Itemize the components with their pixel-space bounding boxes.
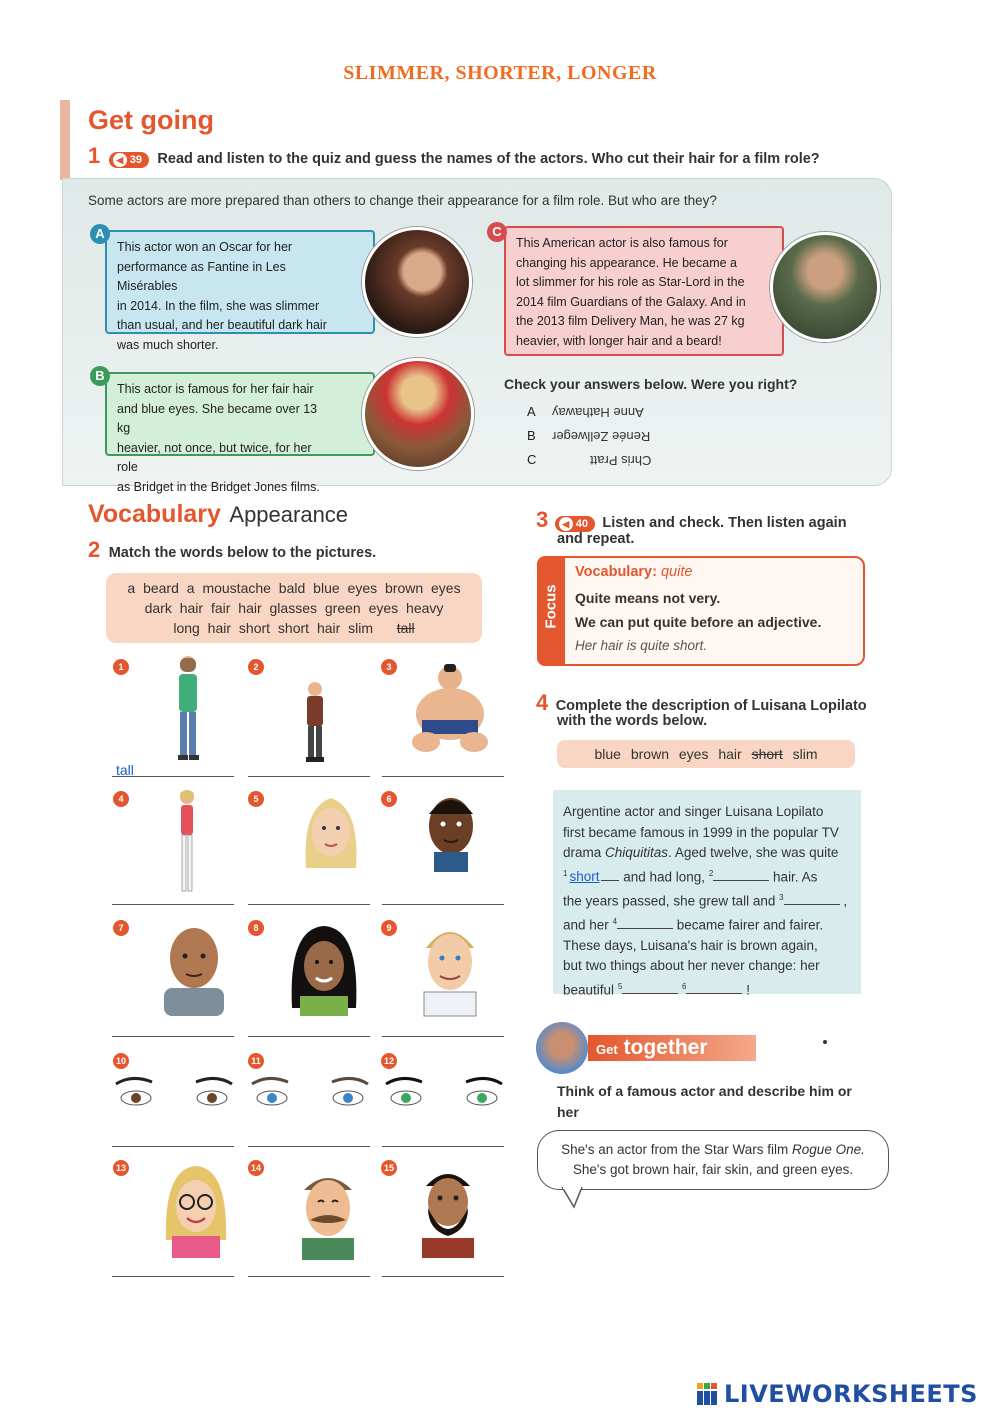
card-c-line: This American actor is also famous for [516,236,728,250]
liveworksheets-logo-icon [697,1383,719,1405]
card-a-line: performance as Fantine in Les Misérables [117,259,286,293]
card-a-line: This actor won an Oscar for her [117,240,293,254]
get-going-heading: Get going [88,105,214,135]
exercise-3-number: 3 [536,507,549,532]
section-accent-bar [60,100,70,180]
gap-6[interactable] [686,980,742,994]
answer-c-name: Chris Pratt [590,453,652,468]
answer-line-3[interactable] [382,776,504,777]
card-a-line: was much shorter. [117,337,219,352]
worksheet-title: SLIMMER, SHORTER, LONGER [343,62,657,84]
card-b-line: and blue eyes. She became over 13 kg [117,401,318,435]
picture-number: 7 [113,920,129,936]
picture-number: 1 [113,659,129,675]
exercise-4-instruction-line2: with the words below. [557,713,708,729]
answer-a: A [527,404,536,419]
blue-eyes-illustration [248,1074,372,1114]
badge-c: C [487,222,507,242]
picture-number: 11 [248,1053,264,1069]
check-answers-prompt: Check your answers below. Were you right? [504,376,798,392]
gap-3[interactable] [784,891,840,905]
picture-number: 15 [381,1160,397,1176]
badge-a: A [90,224,110,244]
focus-tab: Focus [537,556,565,666]
exercise-3-instruction: Listen and check. Then listen again [602,515,847,531]
answer-1-filled[interactable]: tall [116,762,134,778]
heavy-sumo-illustration [400,662,500,754]
gap-2[interactable] [713,867,769,881]
card-b [105,372,375,494]
card-c-line: 2014 film Guardians of the Galaxy. And in [516,294,746,309]
picture-number: 4 [113,791,129,807]
green-eyes-illustration [382,1074,506,1114]
answer-line-11[interactable] [248,1146,370,1147]
get-together-banner: Get together [588,1035,756,1061]
picture-number: 10 [113,1053,129,1069]
card-b-line: as Bridget in the Bridget Jones films. [117,479,320,494]
card-b-line: heavier, not once, but twice, for her role [117,440,312,474]
card-c-line: changing his appearance. He became a [516,255,737,270]
dot [823,1040,827,1044]
card-b-line: This actor is famous for her fair hair [117,382,314,396]
word-list-line: long hair short short hair slim tall [173,620,415,636]
speaker-icon: ◀ [559,517,573,531]
fair-hair-woman-illustration [296,788,366,878]
actor-b-photo [362,358,474,470]
focus-title: Vocabulary: quite [575,564,693,580]
short-boy-illustration [300,680,330,764]
card-a-line: than usual, and her beautiful dark hair [117,318,327,332]
brown-eyes-illustration [112,1074,236,1114]
tall-woman-illustration [170,654,206,764]
exercise-1-header [88,143,820,169]
exercise-4-instruction: Complete the description of Luisana Lopilato [555,698,867,714]
liveworksheets-logo[interactable]: LIVEWORKSHEETS [724,1380,978,1408]
focus-line-2: We can put quite before an adjective. [575,614,822,630]
answer-b: B [527,428,536,443]
bald-man-illustration [154,918,234,1018]
exercise-4-word-box: blue brown eyes hair short slim [557,740,855,768]
woman-glasses-illustration [156,1160,236,1260]
vocabulary-subheading: Appearance [229,502,349,527]
card-c-line: heavier, with longer hair and a beard! [516,333,722,348]
exercise-2-number: 2 [88,537,101,562]
card-a [105,230,375,352]
answer-line-12[interactable] [382,1146,504,1147]
get-together-instruction-line2: her [557,1104,579,1120]
badge-b: B [90,366,110,386]
answer-line-9[interactable] [382,1036,504,1037]
picture-number: 3 [381,659,397,675]
answer-a-name: Anne Hathaway [552,405,644,420]
exercise-2-header [88,537,376,563]
speech-bubble: She's an actor from the Star Wars film Rogue One. She's got brown hair, fair skin, and green eyes. [537,1130,889,1190]
gap-5[interactable] [622,980,678,994]
answer-line-4[interactable] [112,904,234,905]
answer-line-15[interactable] [382,1276,504,1277]
luisana-text-panel: Argentine actor and singer Luisana Lopilato first became famous in 1999 in the popular TV drama Chiquititas. Aged twelve, she was quite $^1$ short and had long, $^2$ hair. As the years passed, she grew tall and $^3$ , and her $^4$ became fairer and fairer. These days, Luisana's hair is brown again, but two things about her never change: her beautiful $^5$ $^6$ ! [553,790,861,994]
man-moustache-illustration [288,1162,368,1262]
card-c-line: lot slimmer for his role as Star-Lord in the [516,275,745,289]
audio-track-39: ◀ 39 [109,152,149,168]
quiz-intro: Some actors are more prepared than others to change their appearance for a film role. But who are they? [88,193,717,208]
gap-4[interactable] [617,915,673,929]
man-blue-eyes-illustration [410,918,490,1018]
actor-a-photo [362,227,472,337]
vocabulary-header [88,500,348,529]
answer-line-13[interactable] [112,1276,234,1277]
picture-number: 14 [248,1160,264,1176]
vocabulary-word-box [106,573,482,643]
answer-c: C [527,452,537,467]
card-c-line: the 2013 film Delivery Man, he was 27 kg [516,314,745,328]
speaker-icon: ◀ [113,153,127,167]
card-c [504,226,784,356]
exercise-3-header [536,507,847,533]
word-list-line: a beard a moustache bald blue eyes brown eyes [127,580,461,596]
answer-line-8[interactable] [248,1036,370,1037]
speech-bubble-tail [560,1187,586,1209]
answer-line-1[interactable] [112,776,234,777]
answer-line-10[interactable] [112,1146,234,1147]
exercise-1-number: 1 [88,143,101,168]
answer-line-6[interactable] [382,904,504,905]
answer-line-7[interactable] [112,1036,234,1037]
struck-word: short [751,746,783,762]
picture-number: 2 [248,659,264,675]
actor-c-photo [770,232,880,342]
audio-track-40: ◀ 40 [555,516,595,532]
answer-b-name: Renée Zellweger [552,429,651,444]
picture-number: 5 [248,791,264,807]
man-beard-illustration [408,1160,488,1260]
exercise-4-number: 4 [536,690,549,715]
get-together-instruction: Think of a famous actor and describe him or [557,1083,852,1099]
picture-number: 9 [381,920,397,936]
get-together-icon [536,1022,588,1074]
struck-word: tall [396,620,415,636]
picture-number: 12 [381,1053,397,1069]
answer-line-14[interactable] [248,1276,370,1277]
slim-woman-illustration [172,788,202,898]
picture-number: 8 [248,920,264,936]
answer-line-5[interactable] [248,904,370,905]
focus-example: Her hair is quite short. [575,638,708,653]
word-list-line: dark hair fair hair glasses green eyes heavy [144,600,444,616]
exercise-2-instruction: Match the words below to the pictures. [108,545,377,561]
exercise-1-instruction: Read and listen to the quiz and guess the names of the actors. Who cut their hair for a film role? [157,151,820,167]
answer-line-2[interactable] [248,776,370,777]
dark-hair-woman-illustration [284,918,364,1018]
card-a-line: in 2014. In the film, she was slimmer [117,298,320,313]
exercise-3-instruction-line2: and repeat. [557,531,635,547]
picture-number: 13 [113,1160,129,1176]
gap-1-answer[interactable]: short [569,869,600,884]
vocabulary-heading: Vocabulary [88,500,221,528]
man-brown-eyes-illustration [416,786,486,876]
picture-number: 6 [381,791,397,807]
focus-line-1: Quite means not very. [575,590,721,606]
